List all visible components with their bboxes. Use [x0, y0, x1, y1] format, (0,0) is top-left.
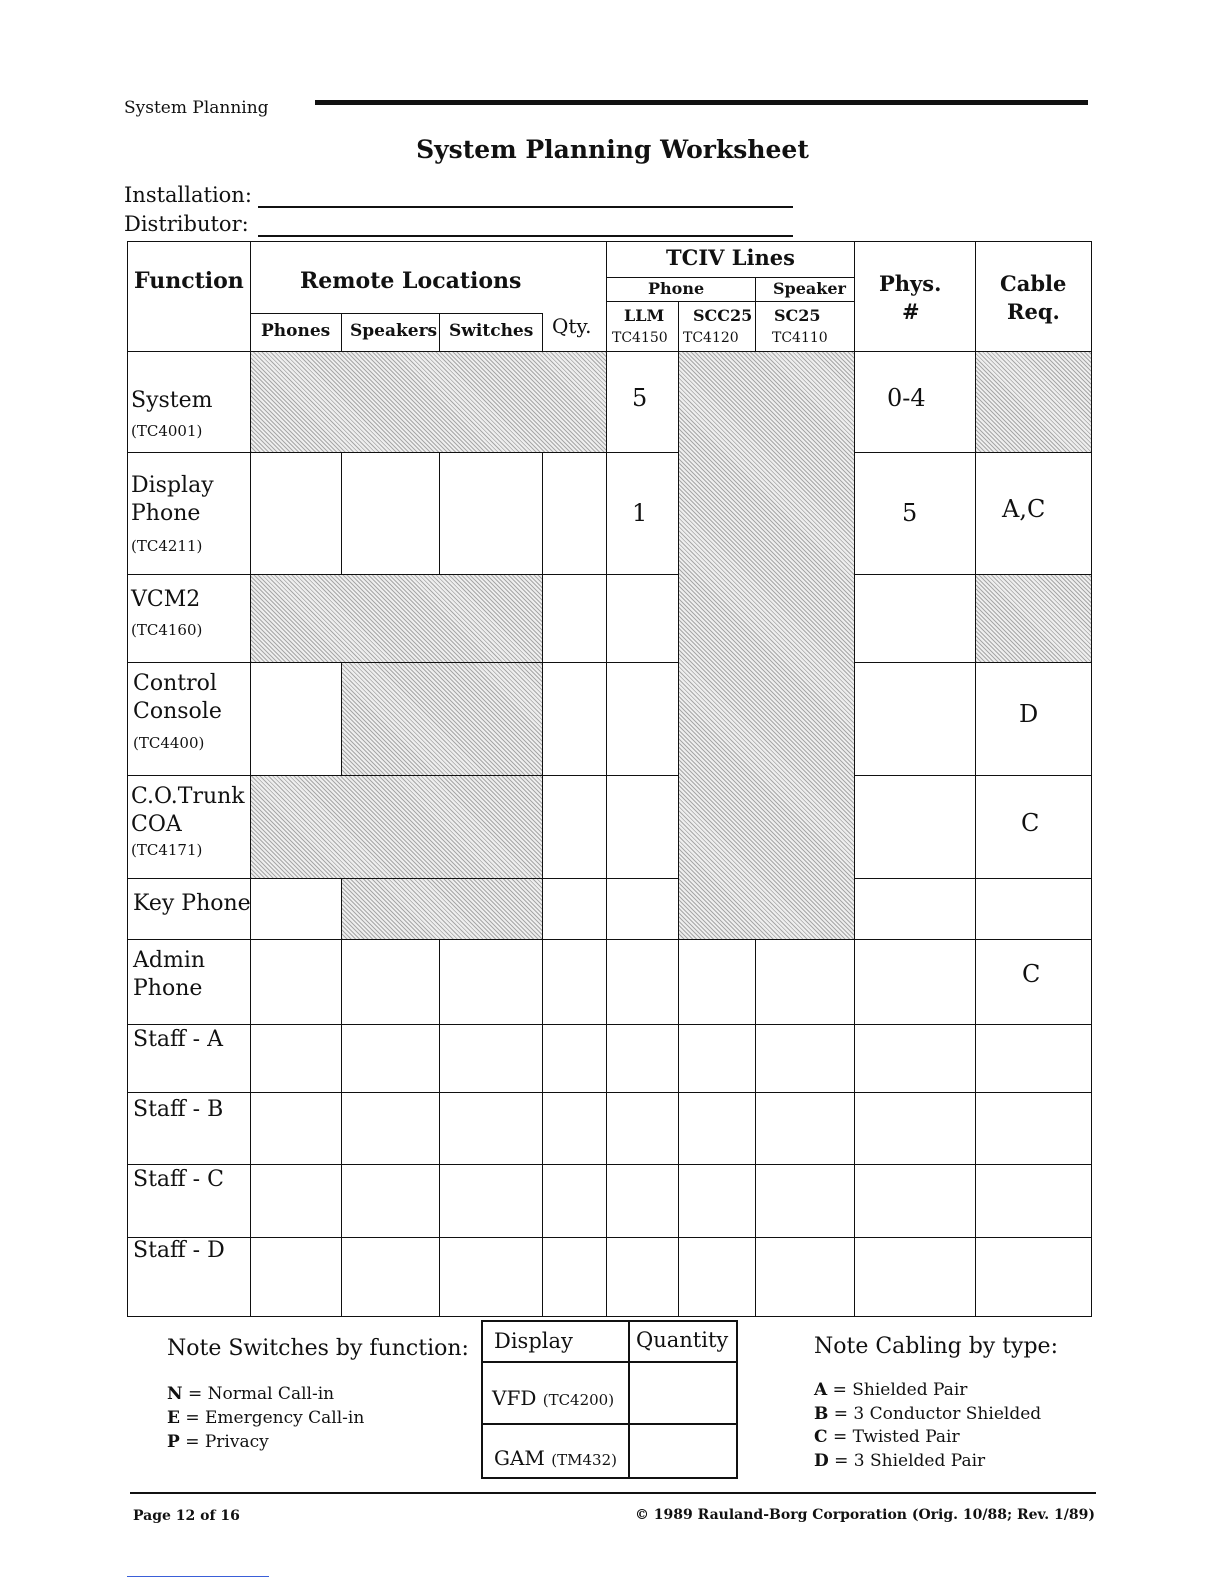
distributor-label: Distributor: [124, 212, 249, 236]
llm-cell[interactable] [606, 662, 679, 776]
llm-cell[interactable] [606, 878, 679, 940]
phys-cell[interactable] [854, 1092, 976, 1165]
phones-cell[interactable] [250, 1024, 342, 1093]
row-name: Staff - D [133, 1238, 225, 1263]
qty-cell[interactable] [542, 939, 607, 1025]
scc25-cell[interactable] [678, 939, 756, 1025]
qty-cell[interactable] [542, 574, 607, 663]
shaded-cell [341, 878, 543, 940]
cabling-notes-title: Note Cabling by type: [814, 1334, 1058, 1359]
switch-note-item [167, 1430, 364, 1454]
phys-cell[interactable] [854, 1024, 976, 1093]
cable-cell[interactable] [975, 1092, 1092, 1165]
scc25-cell[interactable] [678, 1092, 756, 1165]
row-name: C.O.Trunk [131, 784, 245, 809]
switches-cell[interactable] [439, 1164, 543, 1238]
function-header: Function [134, 268, 244, 294]
qty-cell[interactable] [542, 452, 607, 575]
shaded-cell [250, 775, 543, 879]
cable-header: Cable [1000, 271, 1067, 296]
qty-cell[interactable] [542, 775, 607, 879]
qty-header: Qty. [552, 314, 592, 338]
switch-notes-title: Note Switches by function: [167, 1336, 469, 1361]
shaded-cell [250, 574, 543, 663]
sc25-cell[interactable] [755, 1164, 855, 1238]
row-name: Staff - A [133, 1027, 223, 1052]
sc25-cell[interactable] [755, 939, 855, 1025]
llm-cell[interactable] [606, 939, 679, 1025]
row-name-line2: Phone [131, 501, 201, 526]
vfd-quantity-cell[interactable] [628, 1361, 738, 1425]
cabling-note-key: C [814, 1427, 828, 1447]
display-header: Display [494, 1329, 573, 1353]
phones-cell[interactable] [250, 878, 342, 940]
llm-cell[interactable] [606, 1237, 679, 1317]
qty-cell[interactable] [542, 1024, 607, 1093]
llm-cell[interactable] [606, 775, 679, 879]
shaded-cell [341, 662, 543, 776]
switch-note-text: = Normal Call-in [187, 1384, 335, 1404]
switches-header: Switches [449, 321, 534, 341]
phone-group-header: Phone [648, 279, 705, 298]
phones-cell[interactable] [250, 1164, 342, 1238]
sc25-cell[interactable] [755, 1092, 855, 1165]
cable-value: C [1022, 960, 1041, 988]
cable-cell[interactable] [975, 878, 1092, 940]
qty-cell[interactable] [542, 662, 607, 776]
phys-cell[interactable] [854, 1164, 976, 1238]
scc25-header: SCC25 [693, 306, 753, 325]
shaded-cell [678, 351, 855, 940]
phones-cell[interactable] [250, 939, 342, 1025]
llm-cell[interactable] [606, 1092, 679, 1165]
phys-hash: # [902, 299, 920, 324]
scc25-cell[interactable] [678, 1237, 756, 1317]
phys-cell[interactable] [854, 662, 976, 776]
row-name: Admin [133, 948, 206, 973]
llm-cell[interactable] [606, 1024, 679, 1093]
qty-cell[interactable] [542, 1164, 607, 1238]
bottom-link-underline [127, 1576, 269, 1577]
sc25-code: TC4110 [772, 330, 828, 346]
llm-header: LLM [624, 306, 665, 325]
switches-cell[interactable] [439, 1092, 543, 1165]
cabling-note-text: = 3 Shielded Pair [834, 1450, 986, 1471]
cable-value: D [1019, 700, 1039, 728]
row-code: (TC4211) [131, 537, 203, 555]
speakers-cell[interactable] [341, 939, 440, 1025]
row-name: Display [131, 473, 214, 498]
cable-header-cell [975, 241, 1092, 352]
cable-cell[interactable] [975, 1237, 1092, 1317]
page-title: System Planning Worksheet [416, 135, 809, 164]
phys-cell[interactable] [854, 775, 976, 879]
cabling-note-key: B [814, 1403, 829, 1424]
switch-note-item [167, 1406, 364, 1430]
switch-note-key: N [167, 1384, 183, 1404]
switches-cell[interactable] [439, 939, 543, 1025]
cable-req-header: Req. [1007, 299, 1060, 324]
cabling-notes-list [814, 1379, 1041, 1473]
phones-cell[interactable] [250, 1237, 342, 1317]
cabling-note-item [814, 1403, 1041, 1427]
cabling-note-item [814, 1426, 1041, 1450]
phys-cell[interactable] [854, 1237, 976, 1317]
row-code: (TC4171) [131, 841, 203, 859]
switch-note-key: E [167, 1408, 180, 1428]
footer-rule [130, 1492, 1096, 1494]
row-name: Staff - B [133, 1097, 224, 1122]
llm-cell[interactable] [606, 574, 679, 663]
scc25-cell[interactable] [678, 1164, 756, 1238]
sc25-cell[interactable] [755, 1237, 855, 1317]
switch-notes-list [167, 1382, 364, 1454]
phys-cell[interactable] [854, 574, 976, 663]
phys-cell[interactable] [854, 939, 976, 1025]
speakers-cell[interactable] [341, 1164, 440, 1238]
row-name: Staff - C [133, 1167, 224, 1192]
cable-cell[interactable] [975, 1024, 1092, 1093]
speakers-cell[interactable] [341, 1092, 440, 1165]
phones-cell[interactable] [250, 662, 342, 776]
installation-label: Installation: [124, 183, 252, 207]
row-name-line2: Console [133, 699, 222, 724]
row-name: Control [133, 671, 217, 696]
phys-header-cell [854, 241, 976, 352]
cable-value: A,C [1002, 495, 1046, 523]
llm-value: 5 [632, 384, 648, 412]
sc25-cell[interactable] [755, 1024, 855, 1093]
copyright: © 1989 Rauland-Borg Corporation (Orig. 10/88; Rev. 1/89) [634, 1507, 1095, 1523]
scc25-cell[interactable] [678, 1024, 756, 1093]
phys-header: Phys. [879, 271, 942, 296]
gam-label: GAM (TM432) [494, 1446, 617, 1470]
qty-cell[interactable] [542, 1092, 607, 1165]
llm-value: 1 [632, 499, 648, 527]
row-name: VCM2 [131, 587, 201, 612]
cable-cell[interactable] [975, 1164, 1092, 1238]
shaded-cell [975, 351, 1092, 453]
cable-value: C [1021, 809, 1040, 837]
switch-note-text: = Privacy [185, 1432, 269, 1452]
switch-note-text: = Emergency Call-in [185, 1408, 365, 1428]
section-header: System Planning [124, 98, 269, 118]
page-number: Page 12 of 16 [133, 1508, 240, 1524]
cabling-note-text: = 3 Conductor Shielded [833, 1403, 1042, 1424]
sc25-header: SC25 [774, 306, 821, 325]
switches-cell[interactable] [439, 452, 543, 575]
speaker-group-header: Speaker [773, 279, 846, 298]
switch-note-item [167, 1382, 364, 1406]
cabling-note-text: = Shielded Pair [832, 1380, 968, 1400]
scc25-code: TC4120 [683, 330, 739, 346]
speakers-cell[interactable] [341, 1237, 440, 1317]
row-code: (TC4001) [131, 422, 203, 440]
speakers-cell[interactable] [341, 452, 440, 575]
row-name: System [131, 388, 213, 413]
switches-cell[interactable] [439, 1237, 543, 1317]
speakers-header: Speakers [350, 321, 438, 341]
cabling-note-key: D [814, 1450, 829, 1471]
row-code: (TC4160) [131, 621, 203, 639]
qty-cell[interactable] [542, 878, 607, 940]
row-code: (TC4400) [133, 734, 205, 752]
phys-value: 0-4 [887, 384, 926, 412]
gam-quantity-cell[interactable] [628, 1423, 738, 1479]
cabling-note-item [814, 1450, 1041, 1474]
row-name: Key Phone [133, 891, 251, 916]
switch-note-key: P [167, 1432, 180, 1452]
function-header-cell [127, 241, 251, 352]
row-name-line2: COA [131, 812, 182, 837]
shaded-cell [975, 574, 1092, 663]
shaded-cell [250, 351, 607, 453]
switches-cell[interactable] [439, 1024, 543, 1093]
remote-locations-header: Remote Locations [300, 268, 522, 294]
vfd-label: VFD (TC4200) [492, 1386, 615, 1410]
phones-header: Phones [261, 321, 331, 341]
row-name-line2: Phone [133, 976, 203, 1001]
llm-code: TC4150 [612, 330, 668, 346]
llm-cell[interactable] [606, 1164, 679, 1238]
speakers-cell[interactable] [341, 1024, 440, 1093]
cabling-note-text: = Twisted Pair [832, 1427, 960, 1447]
cabling-note-item [814, 1379, 1041, 1403]
qty-cell[interactable] [542, 1237, 607, 1317]
cabling-note-key: A [814, 1380, 828, 1400]
phys-value: 5 [902, 499, 918, 527]
phones-cell[interactable] [250, 1092, 342, 1165]
phones-cell[interactable] [250, 452, 342, 575]
phys-cell[interactable] [854, 878, 976, 940]
quantity-header: Quantity [636, 1328, 729, 1352]
tciv-lines-header: TCIV Lines [666, 245, 795, 270]
